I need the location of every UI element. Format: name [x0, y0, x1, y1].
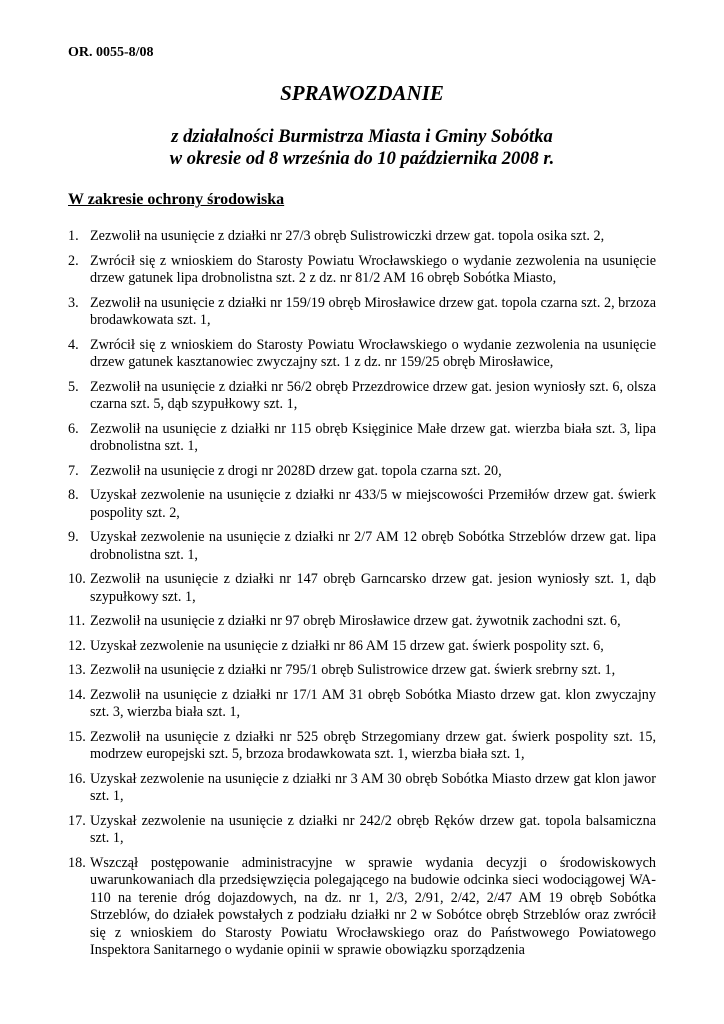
list-item-number: 12.: [68, 637, 86, 654]
list-item-number: 13.: [68, 662, 86, 678]
list-item-number: 8.: [68, 487, 79, 503]
list-item-text: Zezwolił na usunięcie z działki nr 795/1 obręb Sulistrowice drzew gat. świerk srebrny szt. 1,: [90, 662, 616, 678]
list-item-number: 2.: [68, 252, 79, 269]
list-item-text: Zezwolił na usunięcie z działki nr 147 obręb Garncarsko drzew gat. jesion wyniosły szt. 1, dąb szypułkowy szt. 1,: [90, 571, 656, 605]
list-item-number: 10.: [68, 571, 86, 587]
subtitle-line-1: z działalności Burmistrza Miasta i Gminy Sobótka: [171, 127, 553, 147]
list-item-number: 9.: [68, 529, 79, 545]
list-item-number: 4.: [68, 336, 79, 353]
list-item-number: 6.: [68, 420, 79, 437]
list-item-text: Zezwolił na usunięcie z działki nr 56/2 obręb Przezdrowice drzew gat. jesion wyniosły szt. 6, olsza czarna szt. 5, dąb szypułkowy szt. 1,: [90, 378, 656, 412]
document-reference: OR. 0055-8/08: [68, 45, 154, 60]
document-title: SPRAWOZDANIE: [280, 81, 444, 105]
report-items-list: [68, 228, 656, 967]
list-item: [68, 463, 656, 481]
list-item: [68, 337, 656, 372]
list-item: [68, 662, 656, 680]
list-item: [68, 638, 656, 656]
list-item: [68, 571, 656, 606]
list-item: [68, 295, 656, 330]
list-item-text: Zezwolił na usunięcie z działki nr 525 obręb Strzegomiany drzew gat. świerk pospolity szt. 15, modrzew europejski szt. 5, brzoza brodawkowata szt. 1, wierzba biała szt. 1,: [90, 728, 656, 762]
list-item-text: Zwrócił się z wnioskiem do Starosty Powiatu Wrocławskiego o wydanie zezwolenia na usunięcie drzew gatunek lipa drobnolistna szt. 2 z dz. nr 81/2 AM 16 obręb Sobótka Miasto,: [90, 252, 656, 286]
list-item: [68, 253, 656, 288]
list-item-number: 15.: [68, 728, 86, 745]
list-item-text: Zezwolił na usunięcie z działki nr 27/3 obręb Sulistrowiczki drzew gat. topola osika szt. 2,: [90, 228, 605, 244]
list-item-text: Uzyskał zezwolenie na usunięcie z działki nr 242/2 obręb Ręków drzew gat. topola balsamiczna szt. 1,: [90, 812, 656, 846]
list-item-text: Zezwolił na usunięcie z działki nr 17/1 AM 31 obręb Sobótka Miasto drzew gat. klon zwyczajny szt. 3, wierzba biała szt. 1,: [90, 686, 656, 720]
list-item-text: Uzyskał zezwolenie na usunięcie z działki nr 2/7 AM 12 obręb Sobótka Strzeblów drzew gat. lipa drobnolistna szt. 1,: [90, 529, 656, 563]
list-item-text: Zezwolił na usunięcie z drogi nr 2028D drzew gat. topola czarna szt. 20,: [90, 462, 502, 479]
list-item: [68, 687, 656, 722]
list-item-text: Uzyskał zezwolenie na usunięcie z działki nr 86 AM 15 drzew gat. świerk pospolity szt. 6,: [90, 637, 604, 654]
list-item-text: Zezwolił na usunięcie z działki nr 97 obręb Mirosławice drzew gat. żywotnik zachodni szt. 6,: [90, 613, 621, 629]
list-item: [68, 487, 656, 522]
list-item: [68, 771, 656, 806]
list-item-text: Zwrócił się z wnioskiem do Starosty Powiatu Wrocławskiego o wydanie zezwolenia na usunięcie drzew gatunek kasztanowiec zwyczajny szt. 1 z dz. nr 159/25 obręb Mirosławice,: [90, 336, 656, 370]
list-item: [68, 421, 656, 456]
list-item: [68, 228, 656, 246]
list-item-text: Zezwolił na usunięcie z działki nr 115 obręb Księginice Małe drzew gat. wierzba biała szt. 3, lipa drobnolistna szt. 1,: [90, 420, 656, 454]
list-item: [68, 855, 656, 960]
list-item-number: 18.: [68, 854, 86, 871]
list-item: [68, 813, 656, 848]
document-subtitle: [0, 126, 724, 170]
list-item-number: 11.: [68, 613, 86, 629]
list-item-number: 7.: [68, 462, 79, 479]
subtitle-line-2: w okresie od 8 września do 10 października 2008 r.: [169, 149, 555, 169]
list-item-text: Uzyskał zezwolenie na usunięcie z działki nr 433/5 w miejscowości Przemiłów drzew gat. świerk pospolity szt. 2,: [90, 487, 656, 521]
list-item-number: 1.: [68, 228, 79, 244]
list-item: [68, 379, 656, 414]
list-item-number: 16.: [68, 770, 86, 787]
list-item-number: 3.: [68, 294, 79, 311]
list-item: [68, 613, 656, 631]
list-item-number: 14.: [68, 686, 86, 703]
list-item-number: 5.: [68, 378, 79, 395]
list-item: [68, 529, 656, 564]
list-item-text: Wszczął postępowanie administracyjne w sprawie wydania decyzji o środowiskowych uwarunkowaniach dla przedsięwzięcia polegającego na budowie odcinka sieci wodociągowej WA-110 na terenie dróg dojazdowych, na dz. nr 1, 2/3, 2/91, 2/42, 2/47 AM 19 obręb Sobótka Strzeblów, do działek powstałych z podziału działki nr 2 w Sobótce obręb Strzeblów oraz zwrócił się z wnioskiem do Starosty Powiatu Wrocławskiego oraz do Państwowego Powiatowego Inspektora Sanitarnego o wydanie opinii w sprawie obowiązku sporządzenia: [90, 854, 656, 958]
section-heading: W zakresie ochrony środowiska: [68, 191, 285, 208]
list-item-number: 17.: [68, 812, 86, 829]
list-item-text: Zezwolił na usunięcie z działki nr 159/19 obręb Mirosławice drzew gat. topola czarna szt. 2, brzoza brodawkowata szt. 1,: [90, 294, 656, 328]
list-item: [68, 729, 656, 764]
list-item-text: Uzyskał zezwolenie na usunięcie z działki nr 3 AM 30 obręb Sobótka Miasto drzew gat klon jawor szt. 1,: [90, 770, 656, 804]
